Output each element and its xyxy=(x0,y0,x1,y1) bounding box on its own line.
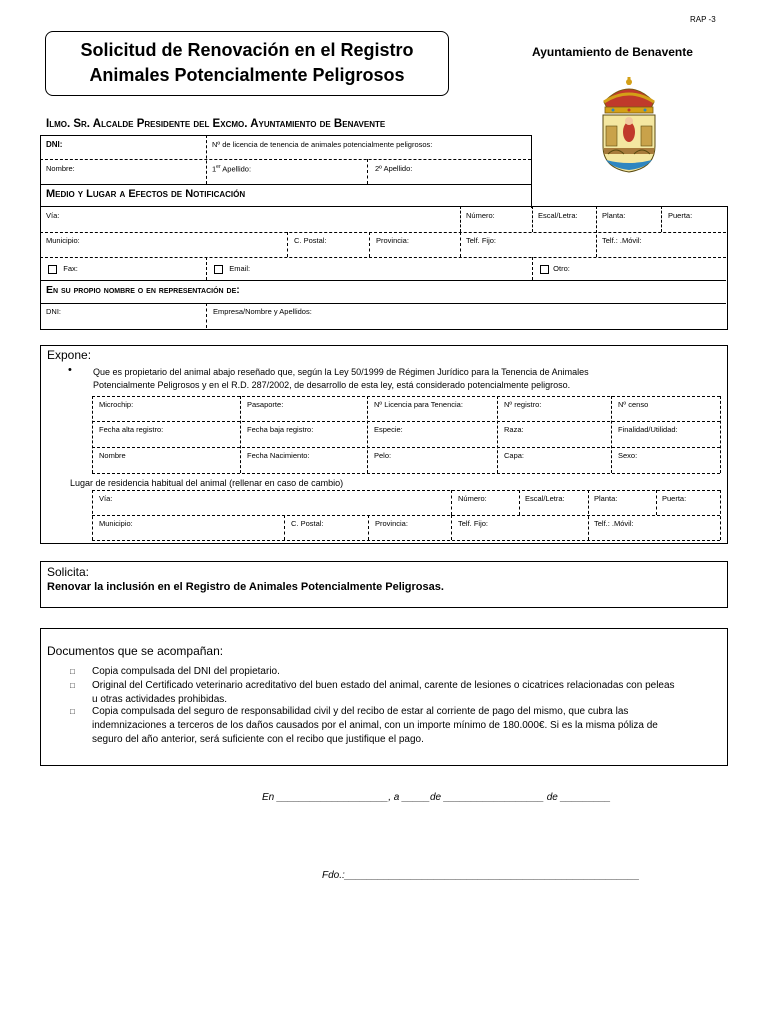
expone-text-2: Potencialmente Peligrosos y en el R.D. 287/2002, de desarrollo de esta ley, está considerado potencialmente peligroso. xyxy=(93,380,571,390)
res-provincia-field[interactable]: Provincia: xyxy=(375,519,408,528)
rep-empresa-field[interactable]: Empresa/Nombre y Apellidos: xyxy=(213,307,312,316)
apellido2-field[interactable]: 2º Apellido: xyxy=(375,164,413,173)
page-title-line2: Animales Potencialmente Peligrosos xyxy=(89,65,405,85)
via-field[interactable]: Vía: xyxy=(46,211,60,220)
censo-field[interactable]: Nº censo xyxy=(618,400,649,409)
res-planta-field[interactable]: Planta: xyxy=(594,494,618,503)
numero-field[interactable]: Número: xyxy=(466,211,495,220)
doc-item-3-line3: seguro del año anterior, será suficiente con el recibo que justifique el pago. xyxy=(92,734,424,745)
otro-option[interactable]: Otro: xyxy=(540,264,570,274)
res-telf-fijo-field[interactable]: Telf. Fijo: xyxy=(458,519,489,528)
nombre-field[interactable]: Nombre: xyxy=(46,164,75,173)
res-numero-field[interactable]: Número: xyxy=(458,494,487,503)
telf-movil-field[interactable]: Telf.: .Móvil: xyxy=(602,236,642,245)
doc-checkbox-1[interactable]: □ xyxy=(70,667,75,676)
pelo-field[interactable]: Pelo: xyxy=(374,451,392,460)
finalidad-field[interactable]: Finalidad/Utilidad: xyxy=(618,425,678,434)
res-via-field[interactable]: Vía: xyxy=(99,494,113,503)
signature-line[interactable]: Fdo.:_____________________________________________________ xyxy=(322,870,640,881)
solicita-title: Solicita: xyxy=(47,565,90,579)
fecha-nacimiento-field[interactable]: Fecha Nacimiento: xyxy=(247,451,310,460)
doc-item-3-line2: indemnizaciones a terceros de los daños causados por el animal, con un importe mínimo de 180.000€. Si es la misma póliza de xyxy=(92,720,658,731)
doc-item-3-line1: Copia compulsada del seguro de responsabilidad civil y del recibo de estar al corriente de pago del mismo, que cubra las xyxy=(92,706,629,717)
notification-title: Medio y Lugar a Efectos de Notificación xyxy=(46,188,246,200)
notification-frame xyxy=(40,206,728,330)
council-name: Ayuntamiento de Benavente xyxy=(532,45,693,59)
fax-checkbox[interactable] xyxy=(48,265,57,274)
puerta-field[interactable]: Puerta: xyxy=(668,211,693,220)
documents-title: Documentos que se acompañan: xyxy=(47,644,224,658)
doc-checkbox-2[interactable]: □ xyxy=(70,681,75,690)
municipio-field[interactable]: Municipio: xyxy=(46,236,80,245)
rep-dni-field[interactable]: DNI: xyxy=(46,307,61,316)
page-title-line1: Solicitud de Renovación en el Registro xyxy=(80,40,414,60)
doc-item-2-line1: Original del Certificado veterinario acreditativo del buen estado del animal, carente de lesiones o cicatrices relacionadas con peleas xyxy=(92,680,675,691)
provincia-field[interactable]: Provincia: xyxy=(376,236,409,245)
doc-item-2-line2: u otras actividades prohibidas. xyxy=(92,694,228,705)
registro-field[interactable]: Nº registro: xyxy=(504,400,542,409)
date-line[interactable]: En ____________________, a _____de __________________ de _________ xyxy=(262,792,611,803)
microchip-field[interactable]: Microchip: xyxy=(99,400,134,409)
doc-item-1: Copia compulsada del DNI del propietario. xyxy=(92,666,280,677)
dni-field[interactable]: DNI: xyxy=(46,140,63,149)
res-telf-movil-field[interactable]: Telf.: .Móvil: xyxy=(594,519,634,528)
doc-checkbox-3[interactable]: □ xyxy=(70,707,75,716)
capa-field[interactable]: Capa: xyxy=(504,451,525,460)
telf-fijo-field[interactable]: Telf. Fijo: xyxy=(466,236,497,245)
sexo-field[interactable]: Sexo: xyxy=(618,451,638,460)
fax-option[interactable]: Fax: xyxy=(48,264,78,274)
email-option[interactable]: Email: xyxy=(214,264,250,274)
res-cpostal-field[interactable]: C. Postal: xyxy=(291,519,324,528)
planta-field[interactable]: Planta: xyxy=(602,211,626,220)
coat-of-arms-icon xyxy=(596,76,662,174)
fecha-alta-field[interactable]: Fecha alta registro: xyxy=(99,425,164,434)
form-code: RAP -3 xyxy=(690,15,716,24)
fecha-baja-field[interactable]: Fecha baja registro: xyxy=(247,425,314,434)
expone-title: Expone: xyxy=(47,348,92,362)
pasaporte-field[interactable]: Pasaporte: xyxy=(247,400,284,409)
escal-field[interactable]: Escal/Letra: xyxy=(538,211,578,220)
animal-nombre-field[interactable]: Nombre xyxy=(99,451,126,460)
res-escal-field[interactable]: Escal/Letra: xyxy=(525,494,565,503)
res-municipio-field[interactable]: Municipio: xyxy=(99,519,133,528)
expone-text-1: Que es propietario del animal abajo reseñado que, según la Ley 50/1999 de Régimen Jurídico para la Tenencia de Animales xyxy=(93,367,589,377)
otro-checkbox[interactable] xyxy=(540,265,549,274)
addressee: Ilmo. Sr. Alcalde Presidente del Excmo. Ayuntamiento de Benavente xyxy=(46,118,386,130)
apellido1-field[interactable]: 1er Apellido: xyxy=(212,164,252,174)
especie-field[interactable]: Especie: xyxy=(374,425,403,434)
solicita-text: Renovar la inclusión en el Registro de Animales Potencialmente Peligrosas. xyxy=(47,581,444,593)
cpostal-field[interactable]: C. Postal: xyxy=(294,236,327,245)
representation-title: En su propio nombre o en representación de: xyxy=(46,284,240,296)
title-box xyxy=(45,31,449,96)
raza-field[interactable]: Raza: xyxy=(504,425,524,434)
bullet-icon: • xyxy=(68,364,72,376)
email-checkbox[interactable] xyxy=(214,265,223,274)
res-puerta-field[interactable]: Puerta: xyxy=(662,494,687,503)
license-field[interactable]: Nº de licencia de tenencia de animales potencialmente peligrosos: xyxy=(212,140,433,149)
residence-title: Lugar de residencia habitual del animal (rellenar en caso de cambio) xyxy=(70,478,344,488)
licencia-tenencia-field[interactable]: Nº Licencia para Tenencia: xyxy=(374,400,463,409)
